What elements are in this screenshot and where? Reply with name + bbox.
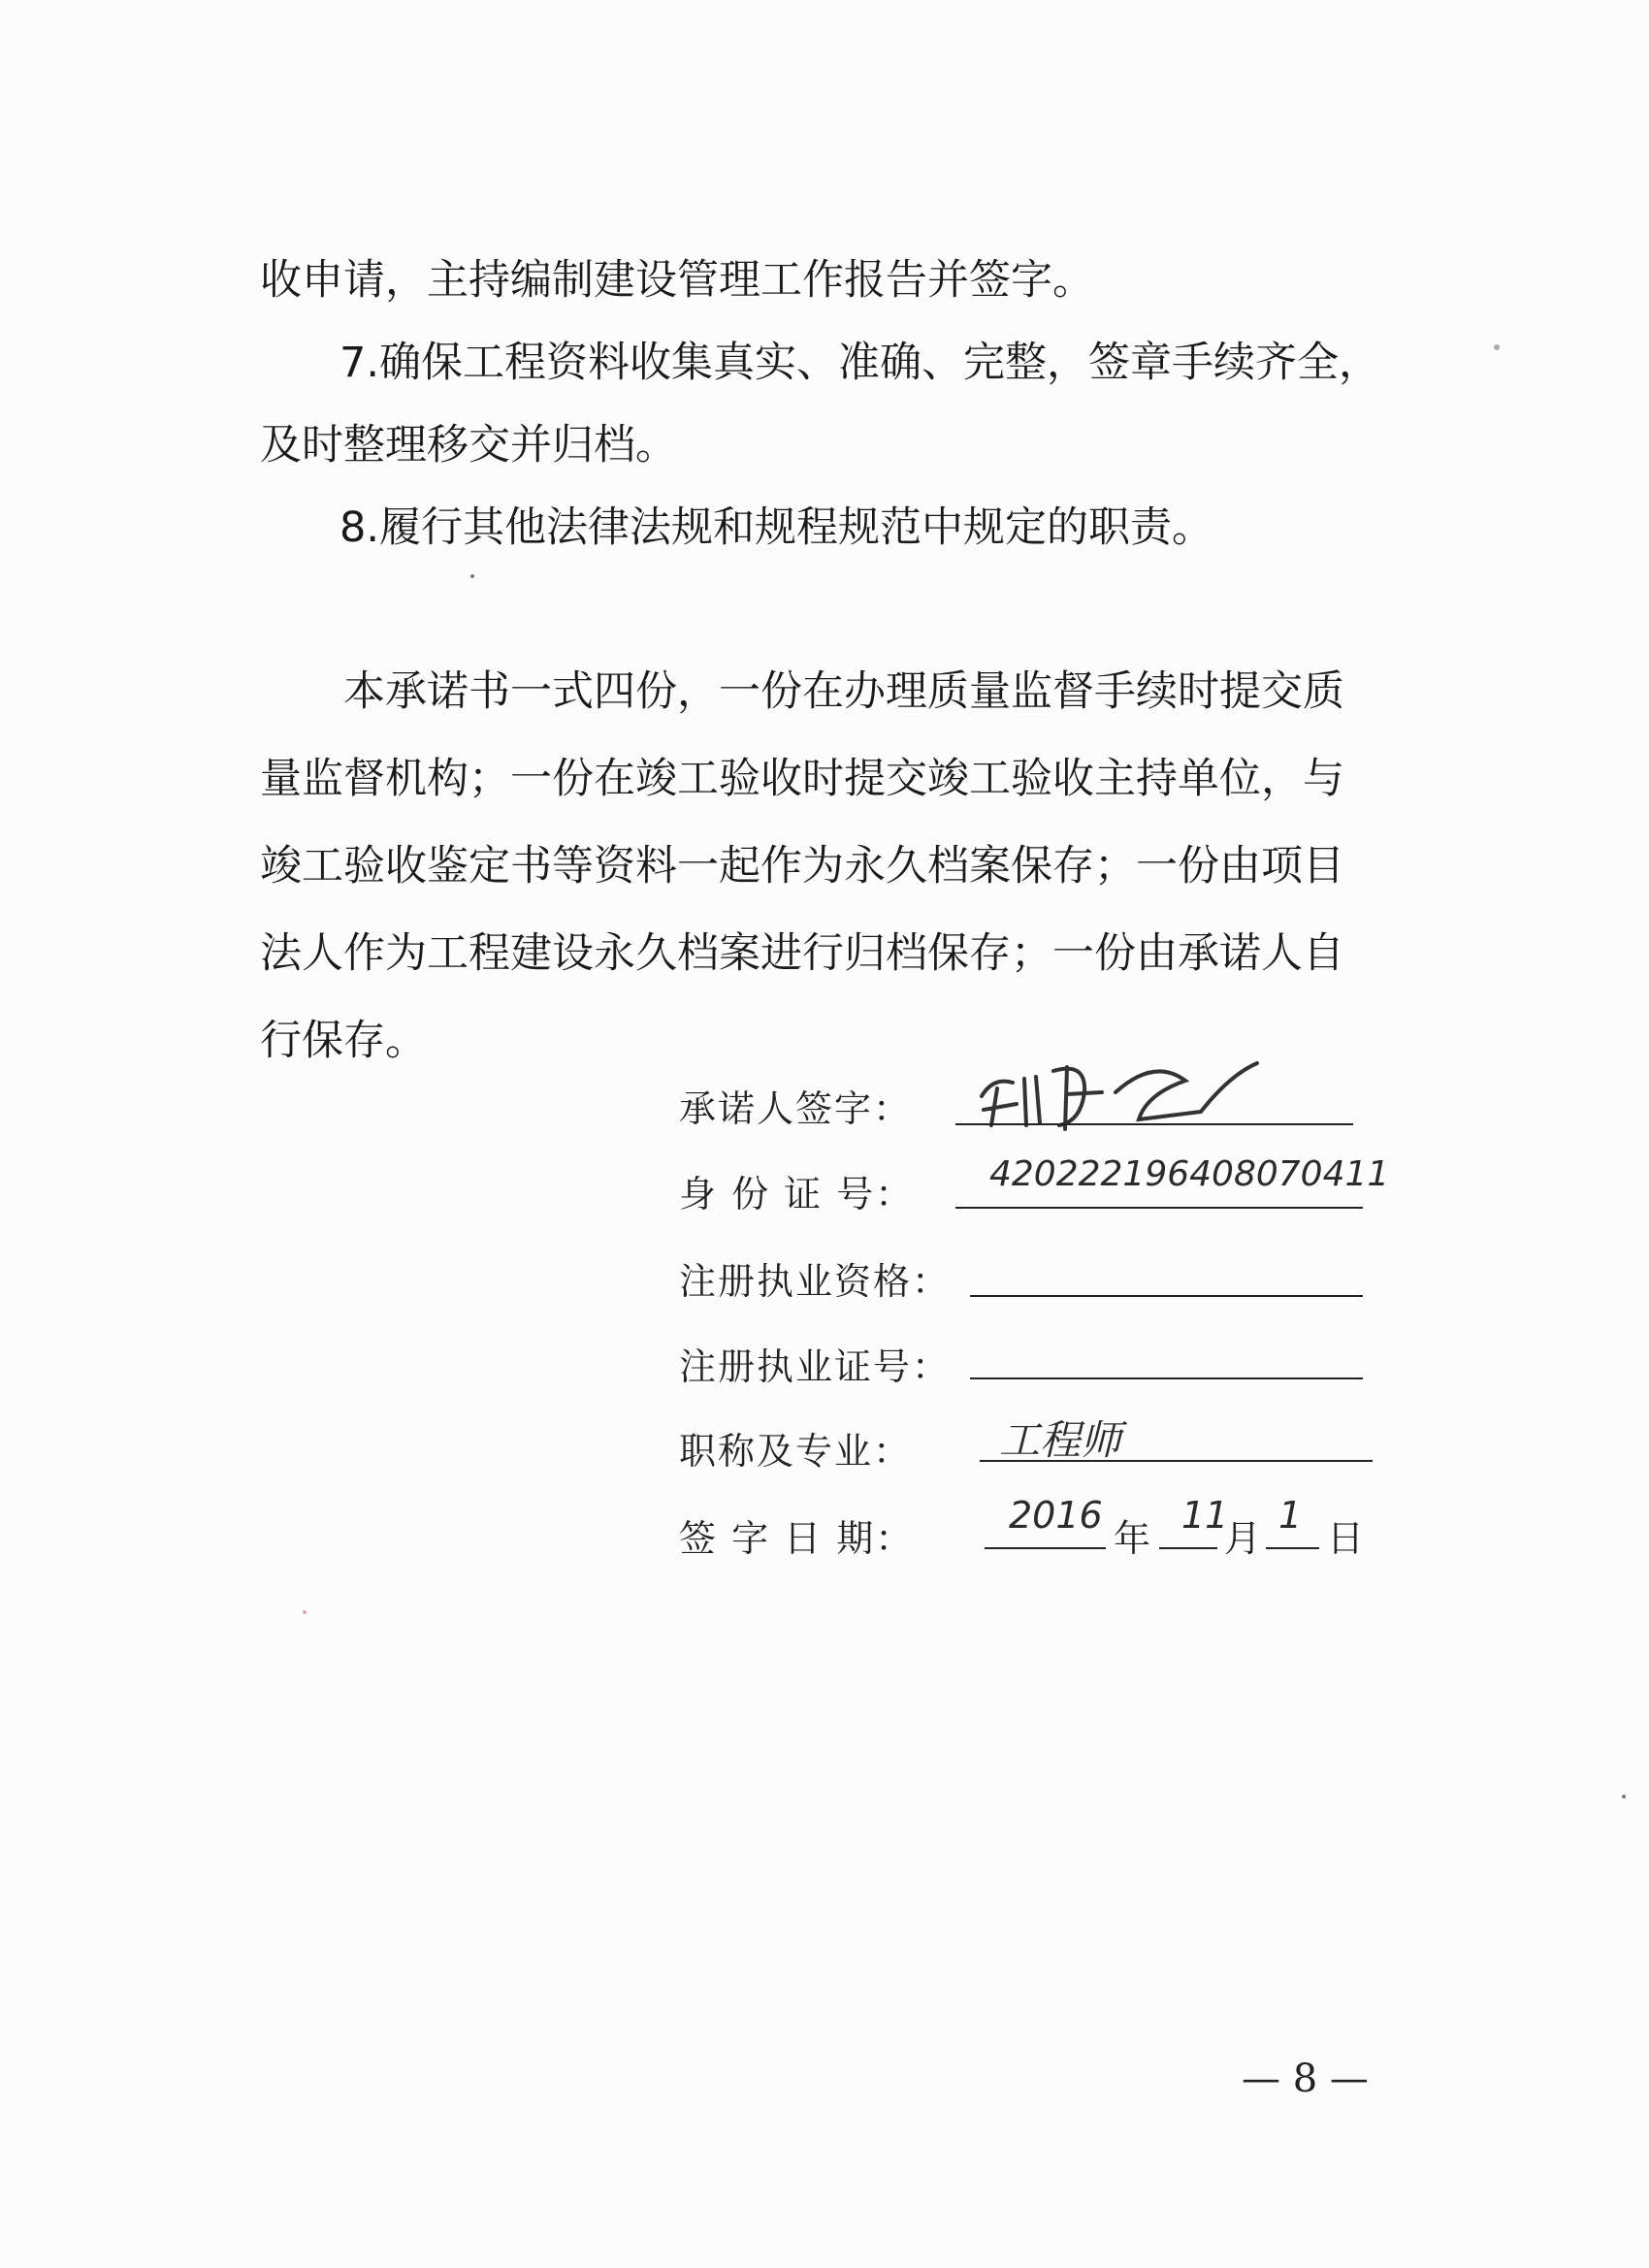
year-unit: 年 [1114,1517,1151,1560]
date-month: 11 [1181,1494,1229,1537]
item-7-line-1: 7.确保工程资料收集真实、准确、完整，签章手续齐全， [340,339,1381,387]
item-8-text: 8.履行其他法律法规和规程规范中规定的职责。 [340,503,1214,552]
scan-speck [1494,344,1500,350]
scan-speck [303,1610,307,1614]
scan-speck [1622,1795,1626,1798]
qualification-label: 注册执业资格： [679,1260,952,1303]
date-year: 2016 [1009,1494,1103,1537]
day-unit: 日 [1327,1517,1365,1560]
date-day-line [1266,1547,1319,1549]
title-line [980,1460,1373,1462]
date-label: 签 字 日 期： [679,1517,915,1560]
item-7-line-2: 及时整理移交并归档。 [260,421,677,470]
date-month-line [1159,1547,1217,1549]
qualification-line [970,1295,1363,1297]
month-unit: 月 [1224,1517,1262,1560]
cert-label: 注册执业证号： [679,1345,952,1388]
date-day: 1 [1278,1494,1303,1537]
closing-paragraph: 本承诺书一式四份，一份在办理质量监督手续时提交质量监督机构；一份在竣工验收时提交竣工验收主持单位，与竣工验收鉴定书等资料一起作为永久档案保存；一份由项目法人作为工程建设永久档案进行归档保存；一份由承诺人自行保存。 [260,667,1344,1065]
title-label: 职称及专业： [679,1430,913,1473]
id-line [955,1207,1363,1209]
id-value: 420222196408070411 [989,1154,1390,1194]
continuation-text: 收申请，主持编制建设管理工作报告并签字。 [260,256,1094,305]
cert-line [970,1377,1363,1379]
id-label: 身 份 证 号： [679,1173,915,1215]
page-number: — 8 — [1242,2057,1369,2101]
title-value: 工程师 [999,1416,1122,1464]
scan-speck [470,574,474,578]
date-year-line [985,1547,1106,1549]
signer-label: 承诺人签字： [679,1087,913,1130]
signer-line [955,1123,1353,1125]
handwritten-signature [970,1036,1290,1133]
